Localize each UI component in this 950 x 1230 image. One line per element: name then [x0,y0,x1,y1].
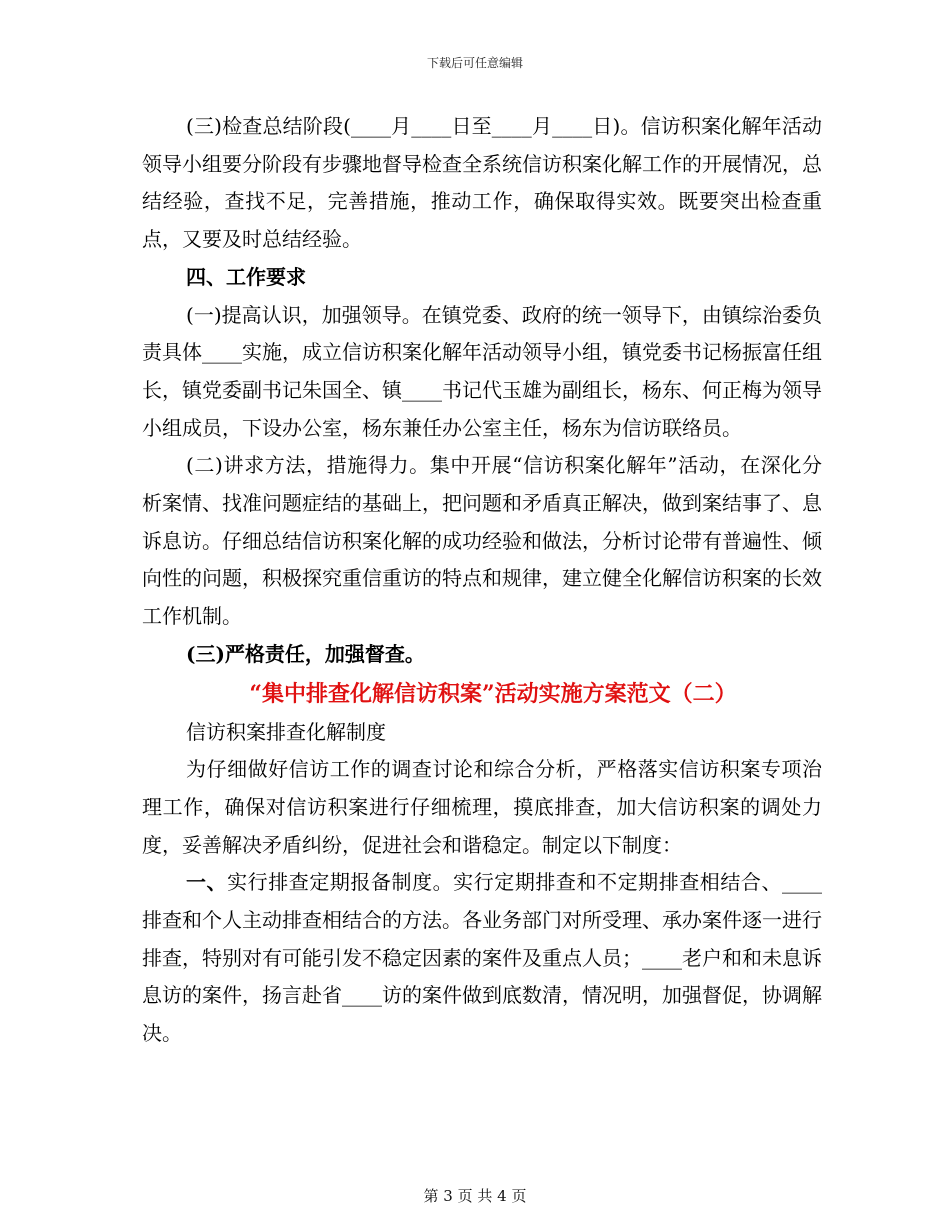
paragraph-registration-system [142,864,822,1053]
item-number: 一、 [186,870,228,895]
paragraph-methods: (二)讲求方法，措施得力。集中开展“信访积案化解年”活动，在深化分析案情、找准问题症结的基础上，把问题和矛盾真正解决，做到案结事了、息诉息访。仔细总结信访积案化解的成功经验和做法，分析讨论带有普遍性、倾向性的问题，积极探究重信重访的特点和规律，建立健全化解信访积案的长效工作机制。 [142,453,822,629]
paragraph-inspection-stage: (三)检查总结阶段(____月____日至____月____日)。信访积案化解年活动领导小组要分阶段有步骤地督导检查全系统信访积案化解工作的开展情况，总结经验，查找不足，完善措施，推动工作，确保取得实效。既要突出检查重点，又要及时总结经验。 [142,114,822,252]
paragraph-purpose: 为仔细做好信访工作的调查讨论和综合分析，严格落实信访积案专项治理工作，确保对信访积案进行仔细梳理，摸底排查，加大信访积案的调处力度，妥善解决矛盾纠纷，促进社会和谐稳定。制定以下制度： [142,757,822,857]
page-header: 下载后可任意编辑 [426,56,523,70]
document-title-two: “集中排查化解信访积案”活动实施方案范文（二） [249,680,737,707]
page-footer: 第 3 页 共 4 页 [423,1187,527,1205]
item-text: 实行排查定期报备制度。实行定期排查和不定期排查相结合、____排查和个人主动排查相结合的方法。各业务部门对所受理、承办案件逐一进行排查，特别对有可能引发不稳定因素的案件及重点人员；____老户和和未息诉息访的案件，扬言赴省____访的案件做到底数清，情况明，加强督促，协调解决。 [142,870,823,1046]
document-body [142,108,822,1053]
paragraph-system-name: 信访积案排查化解制度 [186,719,386,744]
paragraph-leadership: (一)提高认识，加强领导。在镇党委、政府的统一领导下，由镇综治委负责具体____实施，成立信访积案化解年活动领导小组，镇党委书记杨振富任组长，镇党委副书记朱国全、镇____书记代玉雄为副组长，杨东、何正梅为领导小组成员，下设办公室，杨东兼任办公室主任，杨东为信访联络员。 [142,302,822,440]
section-heading-work-requirements: 四、工作要求 [186,264,306,289]
paragraph-responsibility: (三)严格责任，加强督查。 [186,641,425,666]
